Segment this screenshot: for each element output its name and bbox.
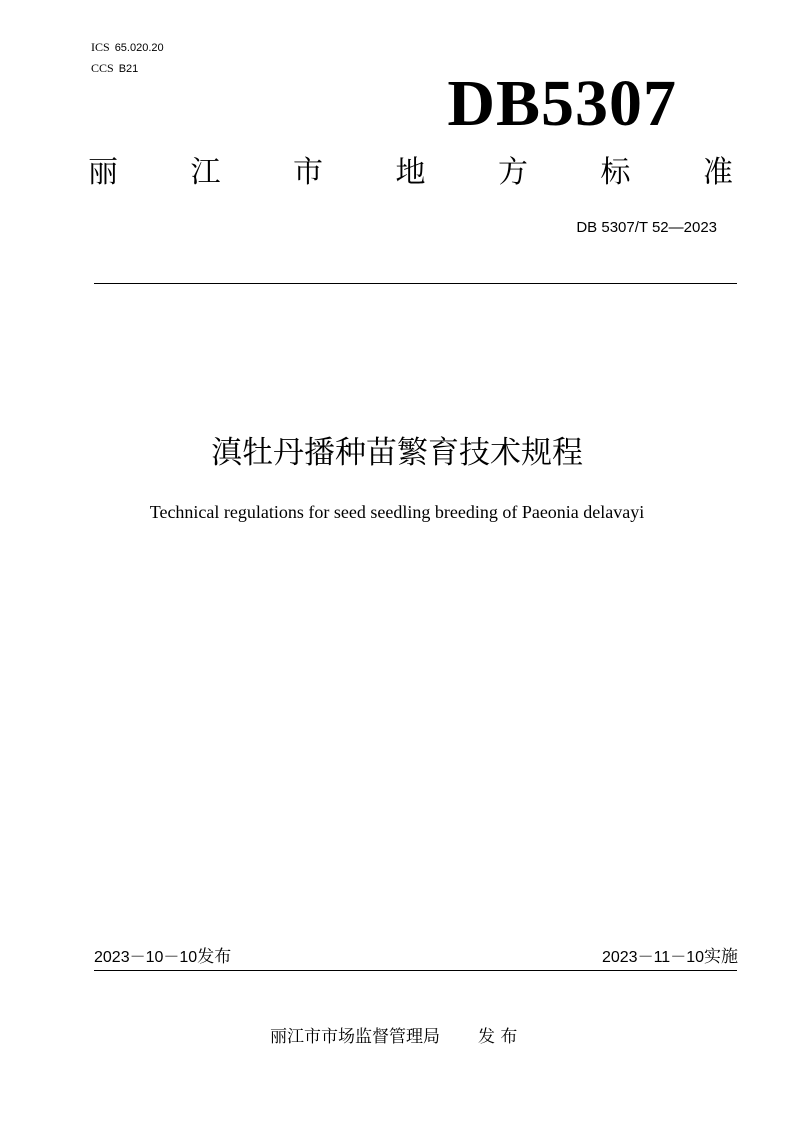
standard-number: DB5307 — [447, 67, 677, 140]
ccs-code: B21 — [118, 63, 139, 75]
local-standard-char: 地 — [395, 155, 426, 190]
local-standard-char: 江 — [190, 155, 221, 190]
effective-label: 实施 — [704, 947, 738, 967]
local-standard-char: 准 — [703, 155, 733, 190]
ccs-label: CCS — [91, 61, 114, 75]
effective-date-line — [602, 947, 738, 968]
effective-date: 2023－11－10 — [601, 949, 704, 966]
bottom-divider — [94, 970, 737, 971]
issue-date-line — [94, 947, 231, 968]
ics-label: ICS — [91, 40, 110, 54]
title-english: Technical regulations for seed seedling breeding of Paeonia delavayi — [149, 502, 645, 522]
local-standard-char: 标 — [600, 155, 631, 190]
local-standard-char: 方 — [498, 155, 528, 190]
publisher-name: 丽江市市场监督管理局 — [270, 1027, 440, 1047]
title-chinese: 滇牡丹播种苗繁育技术规程 — [211, 435, 583, 471]
local-standard-heading — [88, 156, 733, 190]
publish-label: 发 布 — [478, 1027, 518, 1047]
local-standard-char: 市 — [293, 155, 323, 190]
document-id: DB 5307/T 52—2023 — [576, 219, 717, 236]
ccs-line — [91, 61, 138, 76]
issue-label: 发布 — [197, 947, 232, 967]
local-standard-char: 丽 — [88, 155, 118, 190]
issue-date: 2023－10－10 — [94, 949, 198, 966]
top-divider — [94, 283, 737, 284]
ics-code: 65.020.20 — [114, 42, 164, 54]
ics-line — [91, 40, 164, 55]
publisher-line — [270, 1027, 517, 1047]
